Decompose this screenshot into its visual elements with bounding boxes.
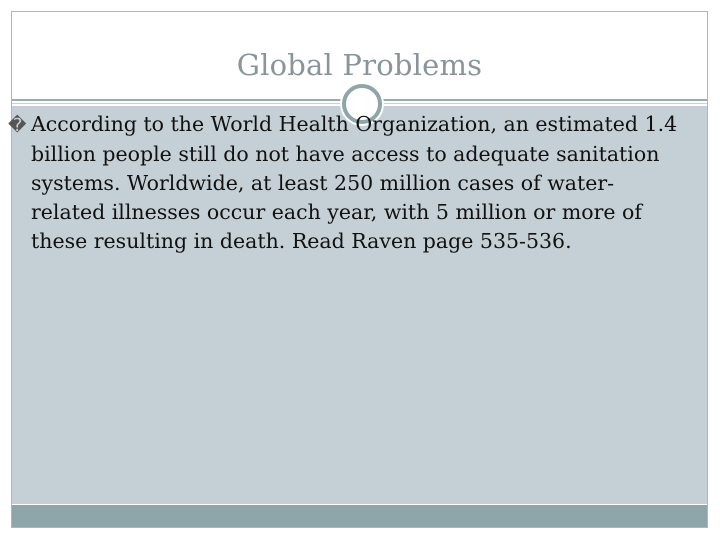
slide-frame: [11, 11, 708, 528]
footer-bar: [12, 505, 707, 527]
bullet-text: According to the World Health Organization, an estimated 1.4 billion people still do not have access to adequate sanitation systems. Worldwide, at least 250 million cases of water-related illnesses occur each year, with 5 million or more of these resulting in death. Read Raven page 535-536.: [31, 112, 678, 253]
bullet-glyph-icon: �: [8, 115, 27, 136]
body-text: [8, 110, 688, 256]
bullet-item: [8, 110, 688, 256]
slide-title: Global Problems: [236, 48, 483, 82]
